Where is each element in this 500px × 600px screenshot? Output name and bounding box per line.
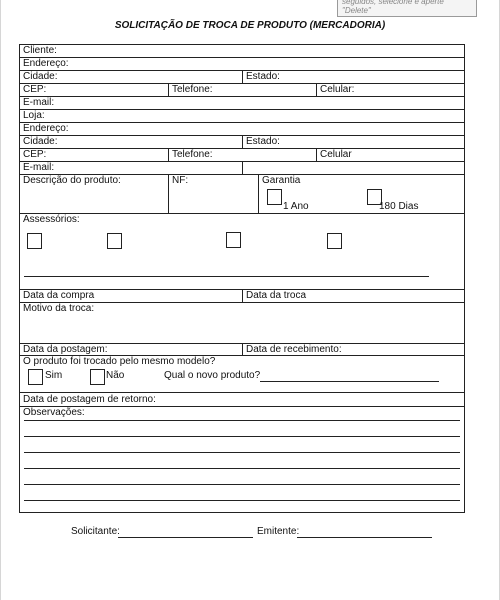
warranty-1-year-label: 1 Ano (283, 201, 309, 212)
row-store-city (20, 136, 464, 149)
store-city-field[interactable] (20, 136, 242, 148)
accessories-label: Assessórios: (23, 214, 80, 225)
customer-state-label: Estado: (246, 71, 280, 82)
customer-cep-field[interactable] (20, 84, 168, 96)
store-cep-label: CEP: (23, 149, 47, 160)
same-model-no-checkbox[interactable] (90, 369, 105, 385)
same-model-question: O produto foi trocado pelo mesmo modelo? (23, 356, 216, 367)
observations-line-6[interactable] (24, 500, 460, 501)
row-product (20, 175, 464, 214)
warranty-label: Garantia (262, 175, 301, 186)
store-state-field[interactable] (242, 136, 464, 148)
customer-state-field[interactable] (242, 71, 464, 83)
note-line-2: "Delete" (342, 6, 371, 15)
posting-date-field[interactable] (20, 344, 242, 355)
row-customer-contact (20, 84, 464, 97)
accessory-checkbox-2[interactable] (107, 233, 122, 249)
observations-line-1[interactable] (24, 420, 460, 421)
invoice-field[interactable] (168, 175, 258, 213)
observations-line-4[interactable] (24, 468, 460, 469)
receipt-date-field[interactable] (242, 344, 464, 355)
accessory-checkbox-3[interactable] (226, 232, 241, 248)
row-store-address[interactable] (20, 123, 464, 136)
observations-line-3[interactable] (24, 452, 460, 453)
requester-label: Solicitante: (71, 526, 120, 537)
observations-line-5[interactable] (24, 484, 460, 485)
customer-mobile-field[interactable] (316, 84, 464, 96)
store-cep-field[interactable] (20, 149, 168, 161)
same-model-no-label: Não (106, 370, 125, 381)
customer-mobile-label: Celular: (320, 84, 355, 95)
row-accessories (20, 214, 464, 290)
customer-city-label: Cidade: (23, 71, 58, 82)
row-customer-email[interactable] (20, 97, 464, 110)
accessories-line[interactable] (24, 276, 429, 277)
warranty-field (258, 175, 464, 213)
store-name-label: Loja: (23, 110, 45, 121)
row-same-model (20, 356, 464, 393)
purchase-date-label: Data da compra (23, 290, 95, 301)
store-email-field[interactable] (20, 162, 242, 174)
store-email-label: E-mail: (23, 162, 55, 173)
same-model-yes-label: Sim (45, 370, 63, 381)
row-customer-address[interactable] (20, 58, 464, 71)
row-store-contact (20, 149, 464, 162)
customer-address-label: Endereço: (23, 58, 69, 69)
accessory-checkbox-4[interactable] (327, 233, 342, 249)
customer-phone-field[interactable] (168, 84, 316, 96)
accessory-checkbox-1[interactable] (27, 233, 42, 249)
reason-label: Motivo da troca: (23, 303, 95, 314)
warranty-1-year-checkbox[interactable] (267, 189, 282, 205)
instruction-note (337, 0, 477, 17)
return-posting-label: Data de postagem de retorno: (23, 394, 156, 405)
note-line-1: seguidos, selecione e aperte (342, 0, 444, 6)
store-mobile-field[interactable] (316, 149, 464, 161)
row-customer-name[interactable] (20, 45, 464, 58)
warranty-180-days-label: 180 Dias (379, 201, 419, 212)
store-phone-label: Telefone: (172, 149, 213, 160)
customer-city-field[interactable] (20, 71, 242, 83)
exchange-form (19, 44, 465, 513)
issuer-signature-line[interactable] (297, 537, 432, 538)
posting-date-label: Data da postagem: (23, 344, 108, 355)
issuer-label: Emitente: (257, 526, 300, 537)
new-product-label: Qual o novo produto? (164, 370, 261, 381)
observations-line-2[interactable] (24, 436, 460, 437)
store-state-label: Estado: (246, 136, 280, 147)
observations-label: Observações: (23, 407, 85, 418)
new-product-line[interactable] (260, 381, 439, 382)
exchange-date-field[interactable] (242, 290, 464, 302)
invoice-label: NF: (172, 175, 189, 186)
requester-signature-line[interactable] (118, 537, 253, 538)
form-title: SOLICITAÇÃO DE TROCA DE PRODUTO (MERCADORIA) (114, 20, 386, 31)
row-dates (20, 290, 464, 303)
exchange-date-label: Data da troca (246, 290, 307, 301)
store-phone-field[interactable] (168, 149, 316, 161)
row-return-posting[interactable] (20, 393, 464, 407)
customer-name-label: Cliente: (23, 45, 57, 56)
customer-cep-label: CEP: (23, 84, 47, 95)
store-email-extra-field[interactable] (242, 162, 464, 174)
row-store-name[interactable] (20, 110, 464, 123)
customer-phone-label: Telefone: (172, 84, 213, 95)
customer-email-label: E-mail: (23, 97, 55, 108)
purchase-date-field[interactable] (20, 290, 242, 302)
store-address-label: Endereço: (23, 123, 69, 134)
store-city-label: Cidade: (23, 136, 58, 147)
row-posting (20, 344, 464, 356)
row-reason[interactable] (20, 303, 464, 344)
product-description-label: Descrição do produto: (23, 175, 121, 186)
product-description-field[interactable] (20, 175, 168, 213)
row-customer-city (20, 71, 464, 84)
store-mobile-label: Celular (320, 149, 352, 160)
receipt-date-label: Data de recebimento: (246, 344, 342, 355)
row-store-email (20, 162, 464, 175)
same-model-yes-checkbox[interactable] (28, 369, 43, 385)
row-observations (20, 407, 464, 512)
